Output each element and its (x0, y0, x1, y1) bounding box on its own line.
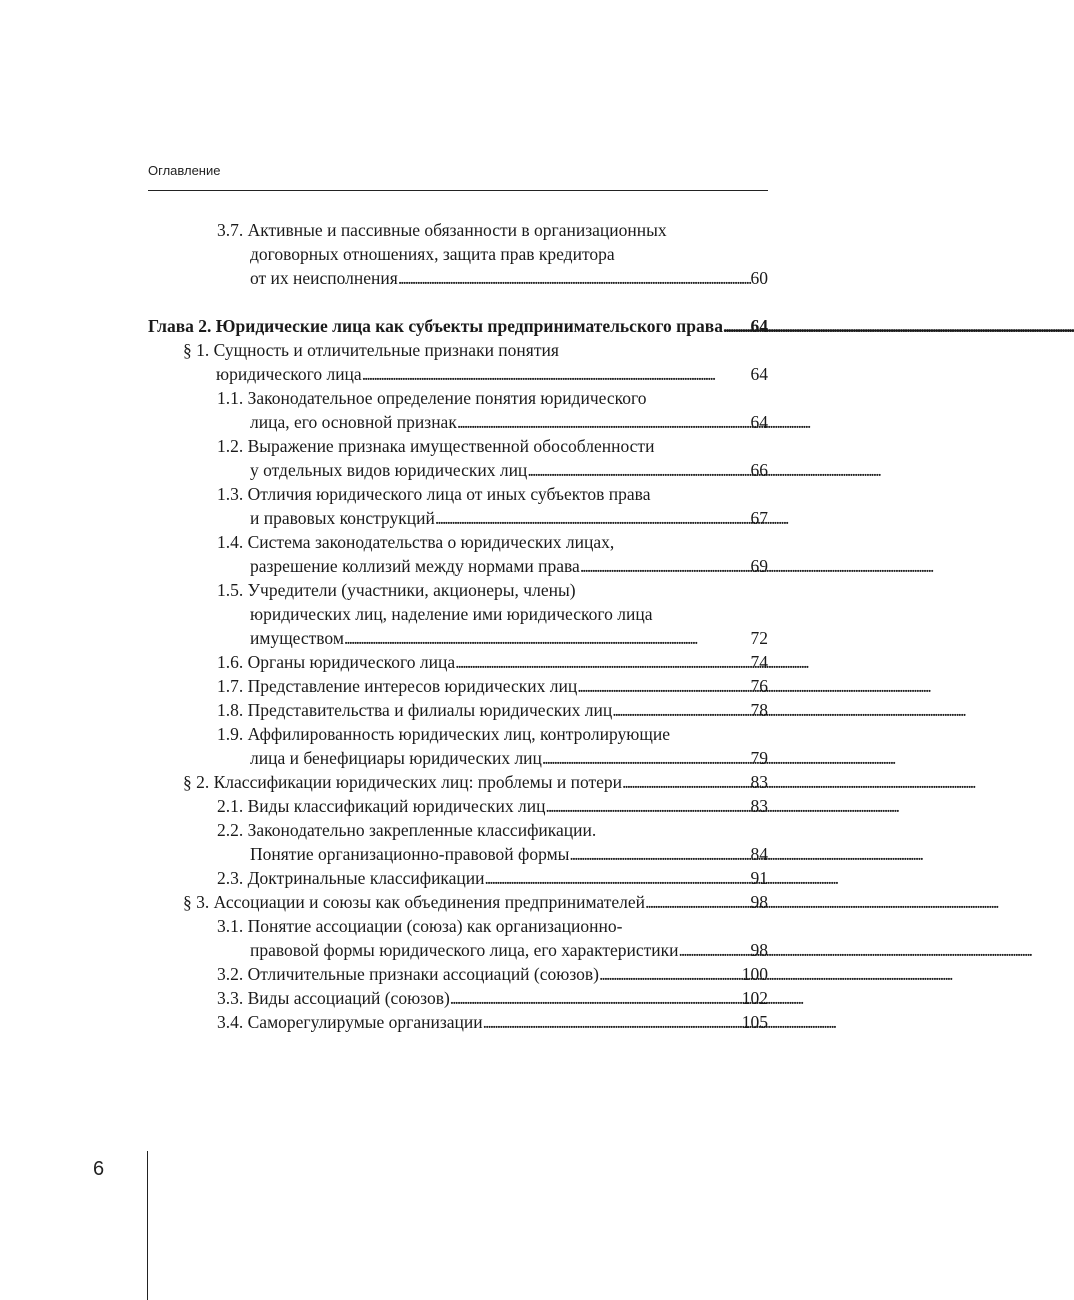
dot-leader (362, 362, 749, 386)
toc-entry-sub[interactable] (148, 794, 768, 818)
dot-leader (398, 266, 749, 290)
toc-entry-title-line: юридического лица (216, 364, 362, 384)
dot-leader (580, 554, 749, 578)
dot-leader (542, 746, 749, 770)
toc-entry-title-line: 2.1. Виды классификаций юридических лиц (217, 796, 546, 816)
dot-leader (483, 1010, 740, 1034)
toc-entry-title-line: лица и бенефициары юридических лиц (250, 748, 542, 768)
toc-entry-sub[interactable] (148, 218, 768, 290)
toc-entry-section[interactable] (148, 890, 768, 914)
toc-entry-sub[interactable] (148, 578, 768, 650)
toc-page-number: 83 (750, 772, 768, 792)
toc-entry-title-line: 1.3. Отличия юридического лица от иных субъектов права (217, 484, 651, 504)
toc-entry-title-line: 1.9. Аффилированность юридических лиц, контролирующие (217, 724, 670, 744)
toc-entry-sub[interactable] (148, 530, 768, 578)
toc-entry-chapter[interactable] (148, 314, 768, 338)
dot-leader (450, 986, 740, 1010)
toc-page-number: 102 (741, 988, 768, 1008)
toc-page-number: 98 (750, 940, 768, 960)
dot-leader (723, 314, 749, 338)
dot-leader (577, 674, 748, 698)
toc-entry-title-line: Глава 2. Юридические лица как субъекты предпринимательского права (148, 316, 723, 336)
toc-entry-title-line: 1.8. Представительства и филиалы юридических лиц (217, 700, 613, 720)
toc-entry-section[interactable] (148, 338, 768, 386)
toc-entry-sub[interactable] (148, 866, 768, 890)
toc-page-number: 60 (750, 268, 768, 288)
dot-leader (545, 794, 748, 818)
dot-leader (435, 506, 749, 530)
toc-entry-sub[interactable] (148, 698, 768, 722)
toc-entry-sub[interactable] (148, 914, 768, 962)
dot-leader (622, 770, 749, 794)
folio-rule (147, 1151, 148, 1300)
toc-entry-title-line: 1.5. Учредители (участники, акционеры, члены) (217, 580, 576, 600)
toc-entry-title-line: 1.7. Представление интересов юридических лиц (217, 676, 578, 696)
toc-page-number: 64 (750, 364, 768, 384)
toc-entry-title-line: § 3. Ассоциации и союзы как объединения предпринимателей (183, 892, 646, 912)
dot-leader (455, 650, 748, 674)
toc-entry-sub[interactable] (148, 386, 768, 434)
toc-entry-title-line: у отдельных видов юридических лиц (250, 460, 528, 480)
running-title: Оглавление (148, 163, 221, 178)
toc-page-number: 72 (750, 628, 768, 648)
toc-entry-sub[interactable] (148, 482, 768, 530)
toc-entry-title-line: 1.1. Законодательное определение понятия юридического (217, 388, 647, 408)
dot-leader (527, 458, 748, 482)
toc-page-number: 69 (750, 556, 768, 576)
dot-leader (485, 866, 749, 890)
toc-entry-title-line: 3.2. Отличительные признаки ассоциаций (союзов) (217, 964, 599, 984)
toc-page-number: 91 (750, 868, 768, 888)
toc-page-number: 105 (741, 1012, 768, 1032)
toc-entry-title-line: Понятие организационно-правовой формы (250, 844, 570, 864)
toc-entry-sub[interactable] (148, 650, 768, 674)
toc-page-number: 74 (750, 652, 768, 672)
toc-entry-sub[interactable] (148, 674, 768, 698)
toc-entry-title-line: 3.4. Саморегулирумые организации (217, 1012, 483, 1032)
toc-entry-title-line: § 2. Классификации юридических лиц: проблемы и потери (183, 772, 622, 792)
toc-page-number: 67 (750, 508, 768, 528)
dot-leader (645, 890, 748, 914)
toc-page-number: 79 (750, 748, 768, 768)
page-number: 6 (93, 1158, 105, 1180)
toc-page-number: 64 (750, 412, 768, 432)
dot-leader (457, 410, 749, 434)
toc-entry-title-line: от их неисполнения (250, 268, 398, 288)
toc-entry-title-line: 3.7. Активные и пассивные обязанности в организационных (217, 220, 667, 240)
toc-entry-sub[interactable] (148, 962, 768, 986)
toc-entry-section[interactable] (148, 770, 768, 794)
toc-entry-title-line: 1.2. Выражение признака имущественной обособленности (217, 436, 655, 456)
toc-entry-title-line: 2.3. Доктринальные классификации (217, 868, 485, 888)
toc-entry-title-line: договорных отношениях, защита прав кредитора (250, 244, 615, 264)
dot-leader (599, 962, 740, 986)
toc-entry-sub[interactable] (148, 1010, 768, 1034)
toc-entry-title-line: лица, его основной признак (250, 412, 457, 432)
toc-entry-sub[interactable] (148, 722, 768, 770)
toc-entry-title-line: имуществом (250, 628, 344, 648)
toc-entry-title-line: правовой формы юридического лица, его характеристики (250, 940, 679, 960)
toc-page-number: 100 (741, 964, 768, 984)
toc-entry-title-line: § 1. Сущность и отличительные признаки понятия (183, 340, 559, 360)
toc-entry-sub[interactable] (148, 434, 768, 482)
toc-page-number: 78 (750, 700, 768, 720)
toc-page-number: 76 (750, 676, 768, 696)
table-of-contents (148, 218, 768, 1034)
dot-leader (569, 842, 748, 866)
toc-entry-title-line: юридических лиц, наделение ими юридического лица (250, 604, 653, 624)
toc-page-number: 64 (750, 316, 768, 336)
toc-entry-title-line: 3.3. Виды ассоциаций (союзов) (217, 988, 450, 1008)
toc-page-number: 98 (750, 892, 768, 912)
toc-page-number: 66 (750, 460, 768, 480)
toc-entry-title-line: 1.4. Система законодательства о юридических лицах, (217, 532, 615, 552)
toc-entry-title-line: 1.6. Органы юридического лица (217, 652, 456, 672)
dot-leader (612, 698, 748, 722)
toc-page-number: 83 (750, 796, 768, 816)
dot-leader (344, 626, 749, 650)
toc-page-number: 84 (750, 844, 768, 864)
toc-entry-sub[interactable] (148, 818, 768, 866)
toc-entry-sub[interactable] (148, 986, 768, 1010)
toc-entry-title-line: 2.2. Законодательно закрепленные классификации. (217, 820, 597, 840)
toc-entry-title-line: разрешение коллизий между нормами права (250, 556, 580, 576)
dot-leader (679, 938, 749, 962)
toc-entry-title-line: и правовых конструкций (250, 508, 435, 528)
toc-entry-title-line: 3.1. Понятие ассоциации (союза) как организационно- (217, 916, 623, 936)
header-rule (148, 190, 768, 191)
